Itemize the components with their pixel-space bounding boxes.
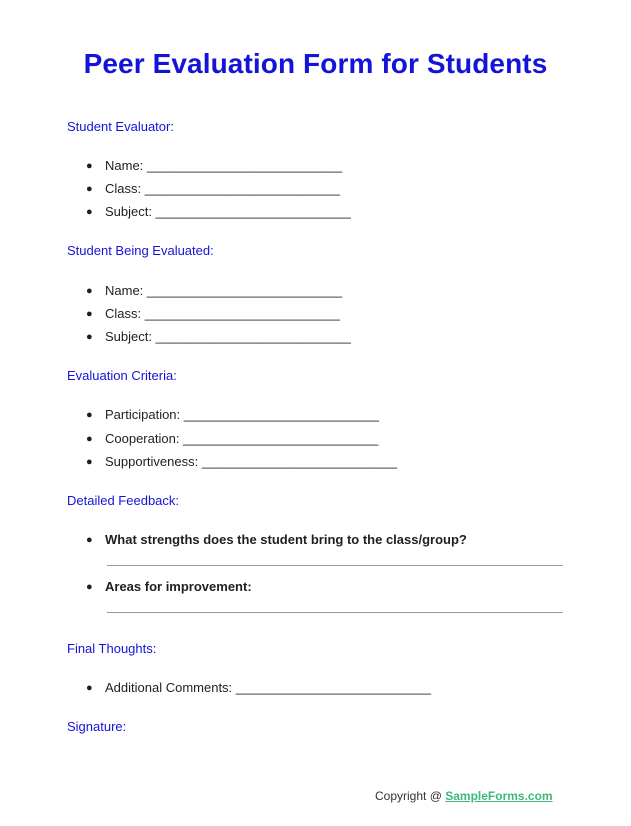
bullet-icon: ● bbox=[86, 409, 93, 421]
bullet-icon: ● bbox=[86, 206, 93, 218]
field-label: Name: ___________________________ bbox=[105, 158, 343, 173]
section-heading-signature: Signature: bbox=[67, 719, 127, 734]
strengths-answer-line[interactable] bbox=[107, 565, 563, 566]
section-heading-feedback: Detailed Feedback: bbox=[67, 493, 180, 508]
bullet-icon: ● bbox=[86, 160, 93, 172]
feedback-improvement-question bbox=[86, 579, 252, 594]
question-text: What strengths does the student bring to the class/group? bbox=[105, 532, 467, 547]
bullet-icon: ● bbox=[86, 456, 93, 468]
section-heading-evaluator: Student Evaluator: bbox=[67, 119, 174, 134]
page-title: Peer Evaluation Form for Students bbox=[83, 48, 548, 79]
brand-link[interactable]: SampleForms.com bbox=[445, 789, 553, 803]
evaluated-class-field[interactable] bbox=[86, 306, 340, 321]
section-heading-final: Final Thoughts: bbox=[67, 641, 157, 656]
bullet-icon: ● bbox=[86, 581, 93, 593]
criteria-cooperation-field[interactable] bbox=[86, 431, 378, 446]
field-label: Participation: ___________________________ bbox=[105, 407, 379, 422]
evaluator-subject-field[interactable] bbox=[86, 204, 351, 219]
section-heading-evaluated: Student Being Evaluated: bbox=[67, 243, 214, 258]
evaluator-name-field[interactable] bbox=[86, 158, 342, 173]
field-label: Name: ___________________________ bbox=[105, 283, 343, 298]
evaluator-class-field[interactable] bbox=[86, 181, 340, 196]
field-label: Supportiveness: ___________________________ bbox=[105, 454, 398, 469]
section-heading-criteria: Evaluation Criteria: bbox=[67, 368, 177, 383]
improvement-answer-line[interactable] bbox=[107, 612, 563, 613]
evaluated-name-field[interactable] bbox=[86, 283, 342, 298]
field-label: Cooperation: ___________________________ bbox=[105, 431, 379, 446]
bullet-icon: ● bbox=[86, 534, 93, 546]
bullet-icon: ● bbox=[86, 183, 93, 195]
evaluated-subject-field[interactable] bbox=[86, 329, 351, 344]
bullet-icon: ● bbox=[86, 285, 93, 297]
criteria-supportiveness-field[interactable] bbox=[86, 454, 397, 469]
question-text: Areas for improvement: bbox=[105, 579, 252, 594]
field-label: Class: ___________________________ bbox=[105, 181, 340, 196]
bullet-icon: ● bbox=[86, 331, 93, 343]
final-comments-field[interactable] bbox=[86, 680, 431, 695]
bullet-icon: ● bbox=[86, 433, 93, 445]
feedback-strengths-question bbox=[86, 532, 467, 547]
copyright-text: Copyright @ bbox=[375, 789, 446, 803]
bullet-icon: ● bbox=[86, 308, 93, 320]
bullet-icon: ● bbox=[86, 682, 93, 694]
field-label: Subject: ___________________________ bbox=[105, 329, 351, 344]
field-label: Subject: ___________________________ bbox=[105, 204, 351, 219]
field-label: Additional Comments: ___________________________ bbox=[105, 680, 431, 695]
field-label: Class: ___________________________ bbox=[105, 306, 340, 321]
criteria-participation-field[interactable] bbox=[86, 407, 379, 422]
copyright-footer bbox=[375, 789, 553, 803]
